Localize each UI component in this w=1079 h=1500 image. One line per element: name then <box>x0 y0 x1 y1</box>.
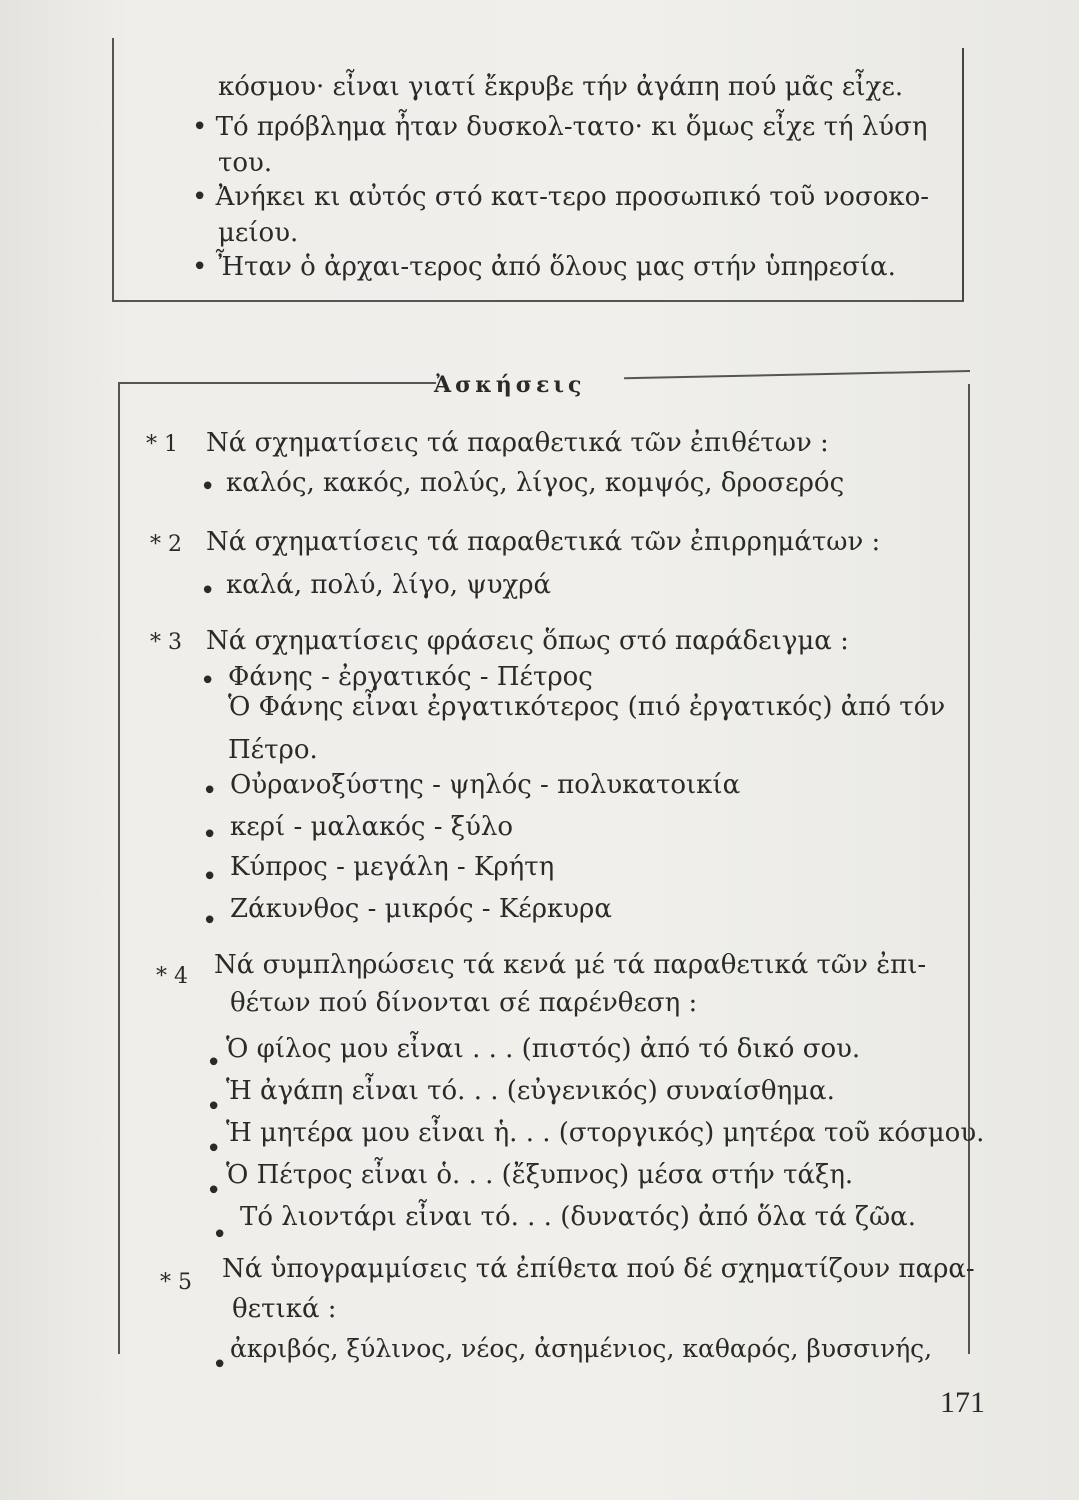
top-line-3: του. <box>218 148 273 178</box>
exercise-1-marker: * 1 <box>146 432 178 457</box>
exercise-3-item-3: κερί - μαλακός - ξύλο <box>230 812 514 842</box>
exercise-3-example-terms: Φάνης - ἐργατικός - Πέτρος <box>228 662 593 692</box>
exercise-2-marker: * 2 <box>150 532 182 557</box>
exercise-5-prompt: Νά ὑπογραμμίσεις τά ἐπίθετα πού δέ σχηματίζουν παρα- <box>222 1254 975 1284</box>
exercise-4-prompt-cont: θέτων πού δίνονται σέ παρένθεση : <box>230 988 698 1018</box>
top-line-2: • Τό πρόβλημα ἦταν δυσκολ-τατο· κι ὅμως εἶχε τή λύση <box>192 112 928 142</box>
exercise-5-prompt-cont: θετικά : <box>232 1294 337 1324</box>
page-number: 171 <box>940 1386 985 1419</box>
exercise-3-item-2: Οὐρανοξύστης - ψηλός - πολυκατοικία <box>230 770 741 800</box>
exercise-3-bullet-3: • <box>202 820 218 850</box>
exercise-3-bullet-5: • <box>202 906 218 936</box>
exercise-1-bullet: • <box>200 472 216 502</box>
exercise-1-prompt: Νά σχηματίσεις τά παραθετικά τῶν ἐπιθέτων : <box>206 428 829 458</box>
exercise-4-bullet-1: • <box>206 1048 222 1078</box>
exercise-3-bullet-4: • <box>202 862 218 892</box>
exercise-5-bullet: • <box>212 1350 228 1380</box>
exercise-5-words: ἀκριβός, ξύλινος, νέος, ἀσημένιος, καθαρός, βυσσινής, <box>230 1334 933 1363</box>
top-line-6: • Ἦταν ὁ ἀρχαι-τερος ἀπό ὅλους μας στήν ὑπηρεσία. <box>192 252 896 282</box>
exercise-4-item-1: Ὁ φίλος μου εἶναι . . . (πιστός) ἀπό τό δικό σου. <box>226 1034 861 1064</box>
exercise-2-bullet: • <box>200 576 216 606</box>
exercise-3-marker: * 3 <box>150 630 182 655</box>
exercises-heading: Ἀσκήσεις <box>434 372 586 398</box>
top-line-5: μείου. <box>218 218 299 248</box>
exercise-3-example-sentence: Ὁ Φάνης εἶναι ἐργατικότερος (πιό ἐργατικός) ἀπό τόν <box>228 692 946 722</box>
exercise-3-bullet-2: • <box>202 776 218 806</box>
exercise-4-item-3: Ἡ μητέρα μου εἶναι ἡ. . . (στοργικός) μητέρα τοῦ κόσμου. <box>226 1118 985 1148</box>
top-line-1: κόσμου· εἶναι γιατί ἔκρυβε τήν ἀγάπη πού μᾶς εἶχε. <box>218 72 904 102</box>
exercise-4-item-4: Ὁ Πέτρος εἶναι ὁ. . . (ἔξυπνος) μέσα στήν τάξη. <box>226 1160 854 1190</box>
exercise-1-words: καλός, κακός, πολύς, λίγος, κομψός, δροσερός <box>226 468 845 498</box>
exercise-4-item-5: Τό λιοντάρι εἶναι τό. . . (δυνατός) ἀπό ὅλα τά ζῶα. <box>240 1202 916 1232</box>
exercise-2-words: καλά, πολύ, λίγο, ψυχρά <box>226 570 552 600</box>
exercise-4-bullet-3: • <box>206 1134 222 1164</box>
exercise-4-bullet-5: • <box>212 1220 228 1250</box>
exercise-4-bullet-2: • <box>206 1092 222 1122</box>
top-line-4: • Ἀνήκει κι αὐτός στό κατ-τερο προσωπικό τοῦ νοσοκο- <box>192 182 930 212</box>
exercise-4-prompt: Νά συμπληρώσεις τά κενά μέ τά παραθετικά τῶν ἐπι- <box>214 950 927 980</box>
exercise-4-item-2: Ἡ ἀγάπη εἶναι τό. . . (εὐγενικός) συναίσθημα. <box>226 1076 835 1106</box>
exercise-4-bullet-4: • <box>206 1176 222 1206</box>
exercise-2-prompt: Νά σχηματίσεις τά παραθετικά τῶν ἐπιρρημάτων : <box>206 527 881 557</box>
exercise-3-example-end: Πέτρο. <box>228 735 318 765</box>
exercise-3-bullet-1: • <box>200 666 216 696</box>
exercise-3-item-4: Κύπρος - μεγάλη - Κρήτη <box>230 852 555 882</box>
exercise-3-prompt: Νά σχηματίσεις φράσεις ὅπως στό παράδειγμα : <box>206 626 849 656</box>
exercise-3-item-5: Ζάκυνθος - μικρός - Κέρκυρα <box>230 894 612 924</box>
exercise-4-marker: * 4 <box>156 964 188 989</box>
exercise-5-marker: * 5 <box>160 1270 192 1295</box>
